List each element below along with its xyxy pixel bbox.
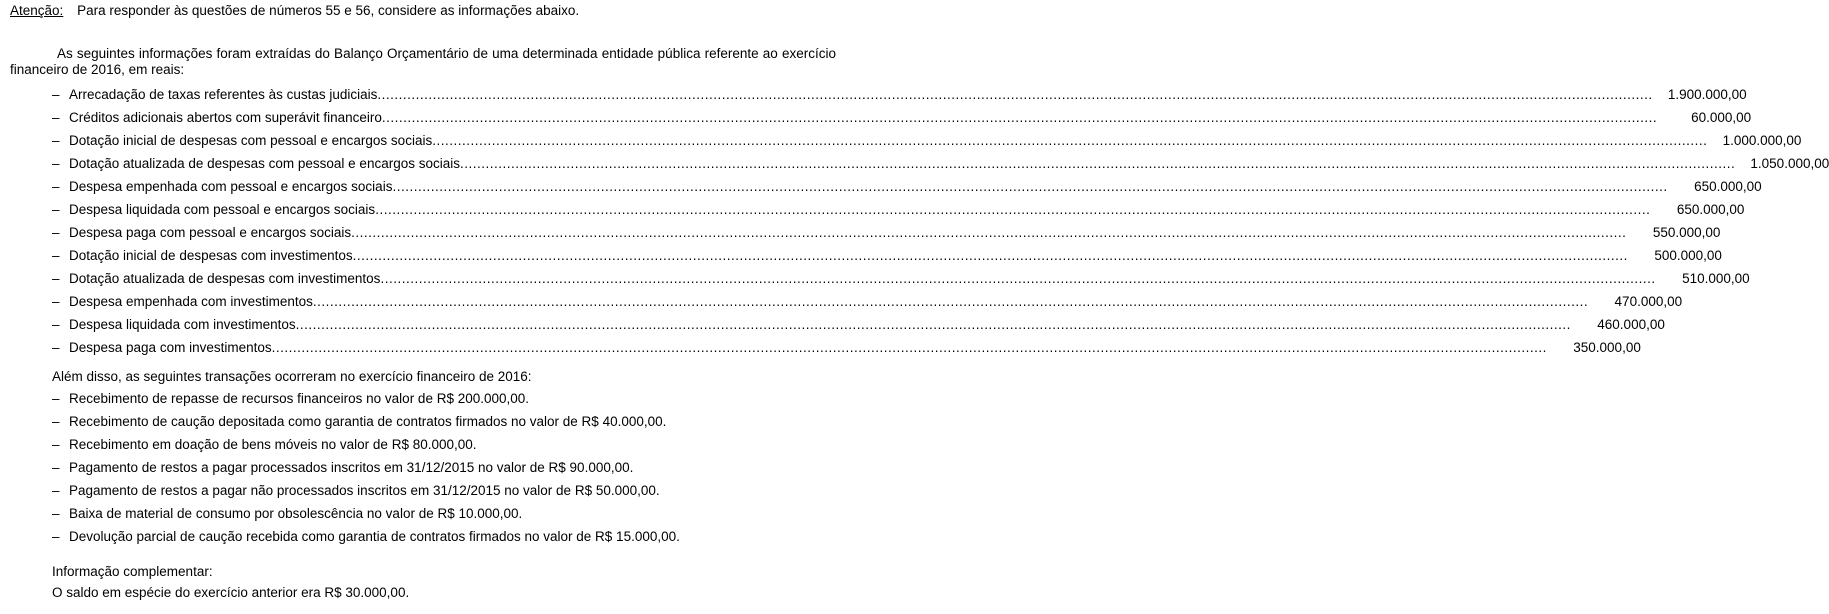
item-value: 510.000,00 [1682,271,1750,286]
dot-leader: ............................................................................................................................................................................................................................................................................................................ [312,294,1589,309]
item-value: 470.000,00 [1614,294,1683,309]
item-description: Dotação atualizada de despesas com investimentos [69,271,381,286]
list-dash: – [52,179,60,194]
item-value: 500.000,00 [1654,248,1722,263]
list-dash: – [52,271,60,286]
item-value: 350.000,00 [1573,340,1641,355]
list-item [52,156,1829,179]
list-item [52,225,1721,248]
list-dash: – [52,202,60,217]
list-dash: – [52,156,60,171]
list-item [52,414,680,437]
transaction-text: Recebimento em doação de bens móveis no valor de R$ 80.000,00. [69,437,477,452]
transactions-title: Além disso, as seguintes transações ocorreram no exercício financeiro de 2016: [52,369,532,384]
transactions-list [52,391,680,552]
intro-text: As seguintes informações foram extraídas do Balanço Orçamentário de uma determinada entidade pública referente ao exercício financeiro de 2016, em reais: [10,46,836,77]
attention-label: Atenção: [10,3,64,18]
dot-leader: ............................................................................................................................................................................................................................................................................................................ [351,225,1627,240]
dot-leader: ............................................................................................................................................................................................................................................................................................................ [460,156,1736,171]
item-description: Créditos adicionais abertos com superávit financeiro [69,110,382,125]
item-description: Despesa liquidada com investimentos [69,317,296,332]
list-item [52,529,680,552]
item-description: Despesa paga com pessoal e encargos sociais [69,225,352,240]
list-item [52,133,1802,156]
item-value: 1.000.000,00 [1722,133,1802,148]
list-dash: – [52,248,60,263]
item-value: 650.000,00 [1676,202,1745,217]
list-dash: – [52,317,60,332]
list-item [52,317,1665,340]
item-description: Dotação inicial de despesas com investimentos [69,248,353,263]
item-description: Arrecadação de taxas referentes às custas judiciais [69,87,378,102]
dot-leader: ............................................................................................................................................................................................................................................................................................................ [432,133,1708,148]
list-item [52,340,1641,363]
list-item [52,202,1745,225]
attention-line [10,3,579,19]
list-item [52,506,680,529]
budget-items-list [52,87,1829,363]
dot-leader: ............................................................................................................................................................................................................................................................................................................ [377,87,1653,102]
list-dash: – [52,391,60,406]
list-dash: – [52,294,60,309]
dot-leader: ............................................................................................................................................................................................................................................................................................................ [352,248,1628,263]
list-dash: – [52,460,60,475]
list-dash: – [52,437,60,452]
item-description: Despesa empenhada com investimentos [69,294,313,309]
list-dash: – [52,110,60,125]
list-dash: – [52,506,60,521]
intro-paragraph [10,46,836,78]
list-item [52,179,1762,202]
item-description: Despesa empenhada com pessoal e encargos sociais [69,179,393,194]
list-item [52,391,680,414]
list-item [52,483,680,506]
item-description: Despesa paga com investimentos [69,340,272,355]
list-dash: – [52,414,60,429]
transaction-text: Baixa de material de consumo por obsolescência no valor de R$ 10.000,00. [69,506,523,521]
list-item [52,248,1722,271]
item-value: 550.000,00 [1652,225,1721,240]
dot-leader: ............................................................................................................................................................................................................................................................................................................ [295,317,1571,332]
dot-leader: ............................................................................................................................................................................................................................................................................................................ [381,110,1658,125]
transaction-text: Recebimento de caução depositada como garantia de contratos firmados no valor de R$ 40.000,00. [69,414,667,429]
item-value: 460.000,00 [1597,317,1665,332]
dot-leader: ............................................................................................................................................................................................................................................................................................................ [380,271,1656,286]
item-value: 1.900.000,00 [1667,87,1747,102]
list-dash: – [52,133,60,148]
item-description: Dotação inicial de despesas com pessoal e encargos sociais [69,133,433,148]
list-item [52,271,1750,294]
list-item [52,87,1747,110]
transaction-text: Recebimento de repasse de recursos financeiros no valor de R$ 200.000,00. [69,391,530,406]
item-value: 60.000,00 [1691,110,1752,125]
list-item [52,437,680,460]
transaction-text: Pagamento de restos a pagar processados inscritos em 31/12/2015 no valor de R$ 90.000,00. [69,460,634,475]
transaction-text: Devolução parcial de caução recebida como garantia de contratos firmados no valor de R$ 15.000,00. [69,529,680,544]
info-text: O saldo em espécie do exercício anterior era R$ 30.000,00. [52,585,410,600]
list-dash: – [52,87,60,102]
list-dash: – [52,225,60,240]
list-item [52,294,1683,317]
list-item [52,110,1752,133]
list-dash: – [52,529,60,544]
item-description: Despesa liquidada com pessoal e encargos sociais [69,202,376,217]
dot-leader: ............................................................................................................................................................................................................................................................................................................ [392,179,1668,194]
item-description: Dotação atualizada de despesas com pessoal e encargos sociais [69,156,460,171]
dot-leader: ............................................................................................................................................................................................................................................................................................................ [375,202,1651,217]
list-item [52,460,680,483]
info-title: Informação complementar: [52,564,213,579]
item-value: 650.000,00 [1694,179,1762,194]
dot-leader: ............................................................................................................................................................................................................................................................................................................ [271,340,1547,355]
list-dash: – [52,340,60,355]
list-dash: – [52,483,60,498]
attention-text: Para responder às questões de números 55 e 56, considere as informações abaixo. [77,3,580,18]
item-value: 1.050.000,00 [1750,156,1829,171]
transaction-text: Pagamento de restos a pagar não processados inscritos em 31/12/2015 no valor de R$ 50.000,00. [69,483,660,498]
